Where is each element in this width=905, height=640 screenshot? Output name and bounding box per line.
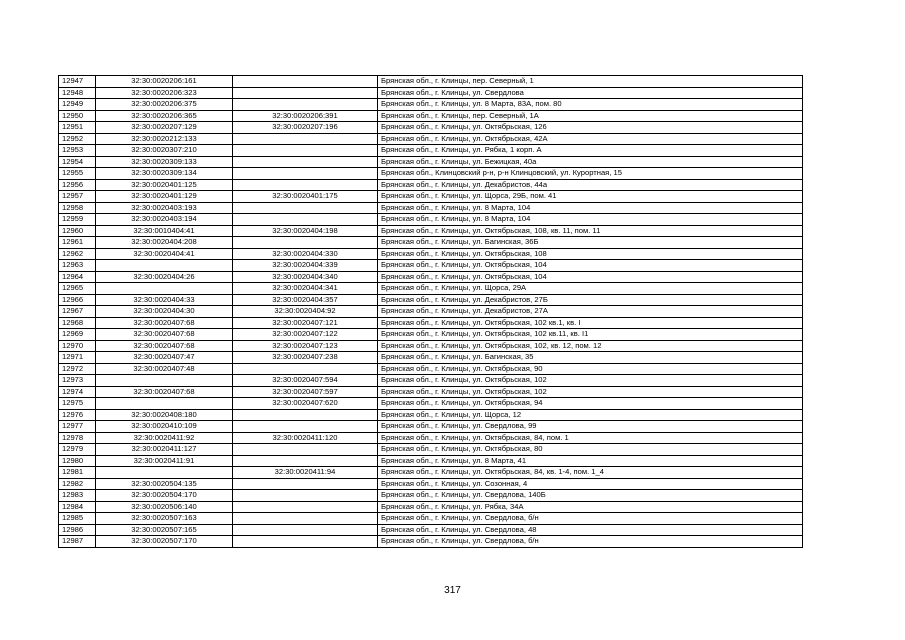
- address-cell: Брянская обл., г. Клинцы, ул. Багинская, 35: [378, 352, 803, 364]
- address-cell: Брянская обл., г. Клинцы, ул. 8 Марта, 104: [378, 202, 803, 214]
- address-cell: Брянская обл., г. Клинцы, пер. Северный, 1: [378, 76, 803, 88]
- linked-cadastral-number-cell: [233, 133, 378, 145]
- address-cell: Брянская обл., г. Клинцы, ул. Щорса, 29Б, пом. 41: [378, 191, 803, 203]
- address-cell: Брянская обл., г. Клинцы, ул. Бежицкая, 40а: [378, 156, 803, 168]
- cadastral-number-cell: 32:30:0020206:365: [96, 110, 233, 122]
- linked-cadastral-number-cell: [233, 237, 378, 249]
- address-cell: Брянская обл., Клинцовский р-н, р-н Клинцовский, ул. Курортная, 15: [378, 168, 803, 180]
- table-row: [59, 421, 803, 433]
- address-cell: Брянская обл., г. Клинцы, ул. 8 Марта, 83А, пом. 80: [378, 99, 803, 111]
- cadastral-number-cell: 32:30:0020407:68: [96, 340, 233, 352]
- table-row: [59, 524, 803, 536]
- address-cell: Брянская обл., г. Клинцы, ул. Рябка, 34А: [378, 501, 803, 513]
- table-row: [59, 375, 803, 387]
- address-cell: Брянская обл., г. Клинцы, ул. Октябрьская, 102 кв.1, кв. I: [378, 317, 803, 329]
- address-cell: Брянская обл., г. Клинцы, ул. Октябрьская, 126: [378, 122, 803, 134]
- table-row: [59, 536, 803, 548]
- table-row: [59, 317, 803, 329]
- linked-cadastral-number-cell: 32:30:0020407:620: [233, 398, 378, 410]
- cadastral-number-cell: 32:30:0020207:129: [96, 122, 233, 134]
- address-cell: Брянская обл., г. Клинцы, ул. Октябрьская, 108: [378, 248, 803, 260]
- table-row: [59, 409, 803, 421]
- cadastral-number-cell: 32:30:0020309:133: [96, 156, 233, 168]
- row-number-cell: 12969: [59, 329, 96, 341]
- row-number-cell: 12984: [59, 501, 96, 513]
- table-row: [59, 455, 803, 467]
- table-row: [59, 490, 803, 502]
- address-cell: Брянская обл., г. Клинцы, ул. Октябрьская, 102 кв.11, кв. I1: [378, 329, 803, 341]
- cadastral-number-cell: 32:30:0020309:134: [96, 168, 233, 180]
- linked-cadastral-number-cell: 32:30:0020404:92: [233, 306, 378, 318]
- cadastral-number-cell: 32:30:0020403:193: [96, 202, 233, 214]
- cadastral-number-cell: 32:30:0020407:68: [96, 317, 233, 329]
- cadastral-number-cell: 32:30:0020504:170: [96, 490, 233, 502]
- cadastral-number-cell: 32:30:0020206:161: [96, 76, 233, 88]
- cadastral-number-cell: 32:30:0020507:163: [96, 513, 233, 525]
- table-row: [59, 145, 803, 157]
- linked-cadastral-number-cell: 32:30:0020407:594: [233, 375, 378, 387]
- table-row: [59, 283, 803, 295]
- row-number-cell: 12986: [59, 524, 96, 536]
- cadastral-number-cell: 32:30:0020401:125: [96, 179, 233, 191]
- linked-cadastral-number-cell: 32:30:0020407:238: [233, 352, 378, 364]
- linked-cadastral-number-cell: [233, 76, 378, 88]
- linked-cadastral-number-cell: [233, 214, 378, 226]
- linked-cadastral-number-cell: [233, 524, 378, 536]
- linked-cadastral-number-cell: [233, 409, 378, 421]
- cadastral-number-cell: 32:30:0010404:41: [96, 225, 233, 237]
- row-number-cell: 12973: [59, 375, 96, 387]
- table-row: [59, 352, 803, 364]
- linked-cadastral-number-cell: [233, 145, 378, 157]
- row-number-cell: 12982: [59, 478, 96, 490]
- row-number-cell: 12968: [59, 317, 96, 329]
- row-number-cell: 12956: [59, 179, 96, 191]
- cadastral-number-cell: 32:30:0020404:26: [96, 271, 233, 283]
- cadastral-number-cell: 32:30:0020507:170: [96, 536, 233, 548]
- address-cell: Брянская обл., г. Клинцы, ул. 8 Марта, 104: [378, 214, 803, 226]
- table-row: [59, 168, 803, 180]
- linked-cadastral-number-cell: [233, 444, 378, 456]
- table-row: [59, 99, 803, 111]
- table-row: [59, 76, 803, 88]
- row-number-cell: 12970: [59, 340, 96, 352]
- registry-table: [58, 75, 803, 548]
- cadastral-number-cell: 32:30:0020403:194: [96, 214, 233, 226]
- cadastral-number-cell: 32:30:0020411:91: [96, 455, 233, 467]
- cadastral-number-cell: 32:30:0020307:210: [96, 145, 233, 157]
- address-cell: Брянская обл., г. Клинцы, ул. Декабристов, 44а: [378, 179, 803, 191]
- row-number-cell: 12961: [59, 237, 96, 249]
- linked-cadastral-number-cell: [233, 179, 378, 191]
- cadastral-number-cell: 32:30:0020411:127: [96, 444, 233, 456]
- address-cell: Брянская обл., г. Клинцы, ул. Декабристов, 27Б: [378, 294, 803, 306]
- address-cell: Брянская обл., г. Клинцы, ул. Свердлова, 140Б: [378, 490, 803, 502]
- address-cell: Брянская обл., г. Клинцы, ул. Рябка, 1 корп. А: [378, 145, 803, 157]
- cadastral-number-cell: 32:30:0020407:68: [96, 386, 233, 398]
- cadastral-number-cell: 32:30:0020404:30: [96, 306, 233, 318]
- table-row: [59, 214, 803, 226]
- address-cell: Брянская обл., г. Клинцы, ул. Октябрьская, 84, пом. 1: [378, 432, 803, 444]
- linked-cadastral-number-cell: 32:30:0020404:357: [233, 294, 378, 306]
- row-number-cell: 12978: [59, 432, 96, 444]
- cadastral-number-cell: 32:30:0020212:133: [96, 133, 233, 145]
- row-number-cell: 12957: [59, 191, 96, 203]
- address-cell: Брянская обл., г. Клинцы, ул. 8 Марта, 41: [378, 455, 803, 467]
- cadastral-number-cell: 32:30:0020404:33: [96, 294, 233, 306]
- table-row: [59, 478, 803, 490]
- address-cell: Брянская обл., г. Клинцы, ул. Свердлова, б/н: [378, 513, 803, 525]
- table-row: [59, 501, 803, 513]
- row-number-cell: 12962: [59, 248, 96, 260]
- cadastral-number-cell: [96, 375, 233, 387]
- cadastral-number-cell: 32:30:0020410:109: [96, 421, 233, 433]
- address-cell: Брянская обл., г. Клинцы, ул. Октябрьская, 90: [378, 363, 803, 375]
- linked-cadastral-number-cell: 32:30:0020404:198: [233, 225, 378, 237]
- table-row: [59, 110, 803, 122]
- linked-cadastral-number-cell: 32:30:0020207:196: [233, 122, 378, 134]
- address-cell: Брянская обл., г. Клинцы, ул. Щорса, 29А: [378, 283, 803, 295]
- table-row: [59, 202, 803, 214]
- linked-cadastral-number-cell: 32:30:0020206:391: [233, 110, 378, 122]
- linked-cadastral-number-cell: [233, 513, 378, 525]
- cadastral-number-cell: 32:30:0020507:165: [96, 524, 233, 536]
- row-number-cell: 12963: [59, 260, 96, 272]
- linked-cadastral-number-cell: [233, 168, 378, 180]
- table-row: [59, 306, 803, 318]
- row-number-cell: 12976: [59, 409, 96, 421]
- row-number-cell: 12959: [59, 214, 96, 226]
- cadastral-number-cell: 32:30:0020404:208: [96, 237, 233, 249]
- address-cell: Брянская обл., г. Клинцы, ул. Свердлова: [378, 87, 803, 99]
- cadastral-number-cell: 32:30:0020408:180: [96, 409, 233, 421]
- table-row: [59, 237, 803, 249]
- row-number-cell: 12980: [59, 455, 96, 467]
- registry-table-body: [59, 76, 803, 548]
- address-cell: Брянская обл., г. Клинцы, ул. Декабристов, 27А: [378, 306, 803, 318]
- table-row: [59, 225, 803, 237]
- cadastral-number-cell: 32:30:0020504:135: [96, 478, 233, 490]
- linked-cadastral-number-cell: [233, 421, 378, 433]
- table-row: [59, 191, 803, 203]
- cadastral-number-cell: 32:30:0020411:92: [96, 432, 233, 444]
- linked-cadastral-number-cell: [233, 87, 378, 99]
- table-row: [59, 122, 803, 134]
- table-row: [59, 133, 803, 145]
- row-number-cell: 12967: [59, 306, 96, 318]
- cadastral-number-cell: [96, 260, 233, 272]
- address-cell: Брянская обл., г. Клинцы, ул. Октябрьская, 102: [378, 386, 803, 398]
- cadastral-number-cell: 32:30:0020401:129: [96, 191, 233, 203]
- address-cell: Брянская обл., г. Клинцы, ул. Созонная, 4: [378, 478, 803, 490]
- address-cell: Брянская обл., г. Клинцы, ул. Багинская, 36Б: [378, 237, 803, 249]
- cadastral-number-cell: 32:30:0020206:375: [96, 99, 233, 111]
- linked-cadastral-number-cell: [233, 490, 378, 502]
- linked-cadastral-number-cell: 32:30:0020404:340: [233, 271, 378, 283]
- linked-cadastral-number-cell: 32:30:0020407:123: [233, 340, 378, 352]
- address-cell: Брянская обл., г. Клинцы, ул. Октябрьская, 42А: [378, 133, 803, 145]
- cadastral-number-cell: [96, 467, 233, 479]
- address-cell: Брянская обл., г. Клинцы, ул. Октябрьская, 94: [378, 398, 803, 410]
- row-number-cell: 12972: [59, 363, 96, 375]
- linked-cadastral-number-cell: 32:30:0020404:330: [233, 248, 378, 260]
- row-number-cell: 12951: [59, 122, 96, 134]
- row-number-cell: 12975: [59, 398, 96, 410]
- row-number-cell: 12974: [59, 386, 96, 398]
- row-number-cell: 12971: [59, 352, 96, 364]
- row-number-cell: 12950: [59, 110, 96, 122]
- linked-cadastral-number-cell: [233, 202, 378, 214]
- linked-cadastral-number-cell: 32:30:0020404:341: [233, 283, 378, 295]
- cadastral-number-cell: [96, 398, 233, 410]
- table-row: [59, 340, 803, 352]
- address-cell: Брянская обл., г. Клинцы, ул. Октябрьская, 102, кв. 12, пом. 12: [378, 340, 803, 352]
- row-number-cell: 12964: [59, 271, 96, 283]
- linked-cadastral-number-cell: [233, 501, 378, 513]
- row-number-cell: 12948: [59, 87, 96, 99]
- address-cell: Брянская обл., г. Клинцы, ул. Свердлова, 99: [378, 421, 803, 433]
- table-row: [59, 444, 803, 456]
- linked-cadastral-number-cell: [233, 455, 378, 467]
- table-row: [59, 248, 803, 260]
- address-cell: Брянская обл., г. Клинцы, ул. Свердлова, б/н: [378, 536, 803, 548]
- row-number-cell: 12981: [59, 467, 96, 479]
- linked-cadastral-number-cell: 32:30:0020411:94: [233, 467, 378, 479]
- row-number-cell: 12966: [59, 294, 96, 306]
- table-row: [59, 179, 803, 191]
- row-number-cell: 12952: [59, 133, 96, 145]
- table-row: [59, 156, 803, 168]
- row-number-cell: 12954: [59, 156, 96, 168]
- linked-cadastral-number-cell: 32:30:0020411:120: [233, 432, 378, 444]
- cadastral-number-cell: [96, 283, 233, 295]
- row-number-cell: 12947: [59, 76, 96, 88]
- row-number-cell: 12977: [59, 421, 96, 433]
- table-row: [59, 294, 803, 306]
- cadastral-number-cell: 32:30:0020407:48: [96, 363, 233, 375]
- cadastral-number-cell: 32:30:0020407:68: [96, 329, 233, 341]
- row-number-cell: 12960: [59, 225, 96, 237]
- row-number-cell: 12958: [59, 202, 96, 214]
- row-number-cell: 12965: [59, 283, 96, 295]
- row-number-cell: 12987: [59, 536, 96, 548]
- address-cell: Брянская обл., г. Клинцы, пер. Северный, 1А: [378, 110, 803, 122]
- address-cell: Брянская обл., г. Клинцы, ул. Октябрьская, 80: [378, 444, 803, 456]
- table-row: [59, 363, 803, 375]
- linked-cadastral-number-cell: [233, 478, 378, 490]
- address-cell: Брянская обл., г. Клинцы, ул. Октябрьская, 104: [378, 271, 803, 283]
- cadastral-number-cell: 32:30:0020404:41: [96, 248, 233, 260]
- table-row: [59, 386, 803, 398]
- address-cell: Брянская обл., г. Клинцы, ул. Октябрьская, 102: [378, 375, 803, 387]
- table-row: [59, 271, 803, 283]
- table-row: [59, 260, 803, 272]
- row-number-cell: 12955: [59, 168, 96, 180]
- row-number-cell: 12949: [59, 99, 96, 111]
- table-row: [59, 432, 803, 444]
- linked-cadastral-number-cell: [233, 536, 378, 548]
- address-cell: Брянская обл., г. Клинцы, ул. Октябрьская, 84, кв. 1-4, пом. 1_4: [378, 467, 803, 479]
- linked-cadastral-number-cell: 32:30:0020407:121: [233, 317, 378, 329]
- cadastral-number-cell: 32:30:0020206:323: [96, 87, 233, 99]
- row-number-cell: 12979: [59, 444, 96, 456]
- table-row: [59, 467, 803, 479]
- linked-cadastral-number-cell: [233, 99, 378, 111]
- address-cell: Брянская обл., г. Клинцы, ул. Щорса, 12: [378, 409, 803, 421]
- table-row: [59, 398, 803, 410]
- cadastral-number-cell: 32:30:0020407:47: [96, 352, 233, 364]
- linked-cadastral-number-cell: 32:30:0020404:339: [233, 260, 378, 272]
- linked-cadastral-number-cell: 32:30:0020407:597: [233, 386, 378, 398]
- table-row: [59, 329, 803, 341]
- cadastral-number-cell: 32:30:0020506:140: [96, 501, 233, 513]
- linked-cadastral-number-cell: [233, 156, 378, 168]
- address-cell: Брянская обл., г. Клинцы, ул. Октябрьская, 104: [378, 260, 803, 272]
- table-row: [59, 87, 803, 99]
- row-number-cell: 12983: [59, 490, 96, 502]
- linked-cadastral-number-cell: 32:30:0020401:175: [233, 191, 378, 203]
- page-number: 317: [444, 585, 461, 596]
- address-cell: Брянская обл., г. Клинцы, ул. Октябрьская, 108, кв. 11, пом. 11: [378, 225, 803, 237]
- row-number-cell: 12985: [59, 513, 96, 525]
- address-cell: Брянская обл., г. Клинцы, ул. Свердлова, 48: [378, 524, 803, 536]
- row-number-cell: 12953: [59, 145, 96, 157]
- table-row: [59, 513, 803, 525]
- linked-cadastral-number-cell: [233, 363, 378, 375]
- linked-cadastral-number-cell: 32:30:0020407:122: [233, 329, 378, 341]
